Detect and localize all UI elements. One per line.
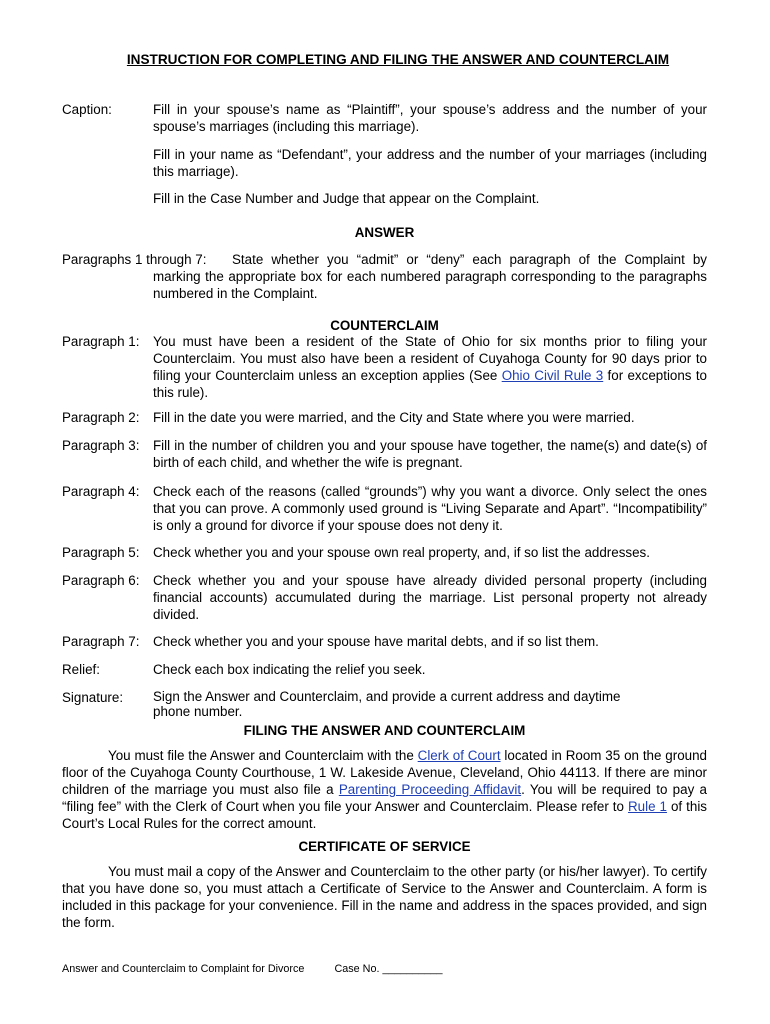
answer-paragraphs: [62, 251, 707, 302]
counterclaim-paragraph-5: [62, 544, 707, 561]
filing-paragraph: You must file the Answer and Counterclaim with the Clerk of Court located in Room 35 on the ground floor of the Cuyahoga County Courthouse, 1 W. Lakeside Avenue, Cleveland, Ohio 44113. If there are minor children of the marriage you must also file a Parenting Proceeding Affidavit. You will be required to pay a “filing fee” with the Clerk of Court when you file your Answer and Counterclaim. Please refer to Rule 1 of this Court’s Local Rules for the correct amount.: [62, 748, 707, 831]
caption-text-3: Fill in the Case Number and Judge that appear on the Complaint.: [153, 191, 540, 206]
clerk-of-court-link[interactable]: Clerk of Court: [417, 748, 501, 763]
counterclaim-paragraph-3: [62, 437, 707, 471]
counterclaim-heading: COUNTERCLAIM: [330, 318, 439, 333]
certificate-heading: CERTIFICATE OF SERVICE: [298, 839, 471, 854]
paragraph-label: Paragraph 7:: [62, 634, 140, 649]
paragraph-label: Paragraph 6:: [62, 573, 140, 588]
counterclaim-paragraph-7: [62, 633, 707, 650]
page-footer: [62, 963, 443, 976]
footer-document-title: Answer and Counterclaim to Complaint for Divorce: [62, 963, 305, 975]
footer-case-number: Case No. __________: [334, 963, 443, 975]
paragraph-text: Check each of the reasons (called “grounds”) why you want a divorce. Only select the ones that you can prove. A commonly used ground is “Living Separate and Apart”. “Incompatibility” is only a ground for divorce if your spouse does not deny it.: [153, 484, 707, 533]
ohio-civil-rule-3-link[interactable]: Ohio Civil Rule 3: [501, 368, 604, 383]
page-title: INSTRUCTION FOR COMPLETING AND FILING THE ANSWER AND COUNTERCLAIM: [126, 52, 670, 67]
relief-text: Check each box indicating the relief you seek.: [153, 662, 426, 677]
signature-section: [62, 689, 707, 719]
relief-section: [62, 661, 707, 678]
answer-label: Paragraphs 1 through 7:: [62, 252, 207, 267]
caption-section-2: [62, 146, 707, 180]
caption-text-2: Fill in your name as “Defendant”, your address and the number of your marriages (including this marriage).: [153, 147, 707, 179]
counterclaim-paragraph-6: [62, 572, 707, 623]
caption-section-3: [62, 190, 707, 207]
certificate-paragraph: You must mail a copy of the Answer and Counterclaim to the other party (or his/her lawyer). To certify that you have done so, you must attach a Certificate of Service to the Answer and Counterclaim. A form is included in this package for your convenience. Fill in the name and address in the spaces provided, and sign the form.: [62, 864, 707, 930]
answer-text: State whether you “admit” or “deny” each paragraph of the Complaint by marking the appropriate box for each numbered paragraph corresponding to the paragraphs numbered in the Complaint.: [153, 252, 707, 301]
parenting-proceeding-affidavit-link[interactable]: Parenting Proceeding Affidavit: [338, 782, 522, 797]
counterclaim-paragraph-1: [62, 333, 707, 401]
paragraph-text: Check whether you and your spouse have already divided personal property (including financial accounts) accumulated during the marriage. List personal property not already divided.: [153, 573, 707, 622]
paragraph-text: Fill in the date you were married, and the City and State where you were married.: [153, 410, 635, 425]
relief-label: Relief:: [62, 662, 100, 677]
caption-section: [62, 101, 707, 135]
rule-1-link[interactable]: Rule 1: [627, 799, 667, 814]
paragraph-text: Check whether you and your spouse own real property, and, if so list the addresses.: [153, 545, 650, 560]
counterclaim-paragraph-4: [62, 483, 707, 534]
signature-text: Sign the Answer and Counterclaim, and provide a current address and daytime phone number.: [153, 689, 621, 719]
caption-text-1: Fill in your spouse’s name as “Plaintiff”, your spouse’s address and the number of your spouse’s marriages (including this marriage).: [153, 102, 707, 134]
paragraph-label: Paragraph 3:: [62, 438, 140, 453]
paragraph-label: Paragraph 2:: [62, 410, 140, 425]
counterclaim-paragraph-2: [62, 409, 707, 426]
caption-label: Caption:: [62, 102, 112, 117]
answer-heading: ANSWER: [354, 225, 415, 240]
paragraph-label: Paragraph 4:: [62, 484, 140, 499]
filing-heading: FILING THE ANSWER AND COUNTERCLAIM: [243, 723, 526, 738]
paragraph-label: Paragraph 5:: [62, 545, 140, 560]
paragraph-label: Paragraph 1:: [62, 334, 140, 349]
paragraph-text: You must have been a resident of the State of Ohio for six months prior to filing your Counterclaim. You must also have been a resident of Cuyahoga County for 90 days prior to filing your Counterclaim unless an exception applies (See Ohio Civil Rule 3 for exceptions to this rule).: [153, 334, 707, 400]
paragraph-text: Check whether you and your spouse have marital debts, and if so list them.: [153, 634, 599, 649]
paragraph-text: Fill in the number of children you and your spouse have together, the name(s) and date(s) of birth of each child, and whether the wife is pregnant.: [153, 438, 707, 470]
signature-label: Signature:: [62, 690, 124, 705]
